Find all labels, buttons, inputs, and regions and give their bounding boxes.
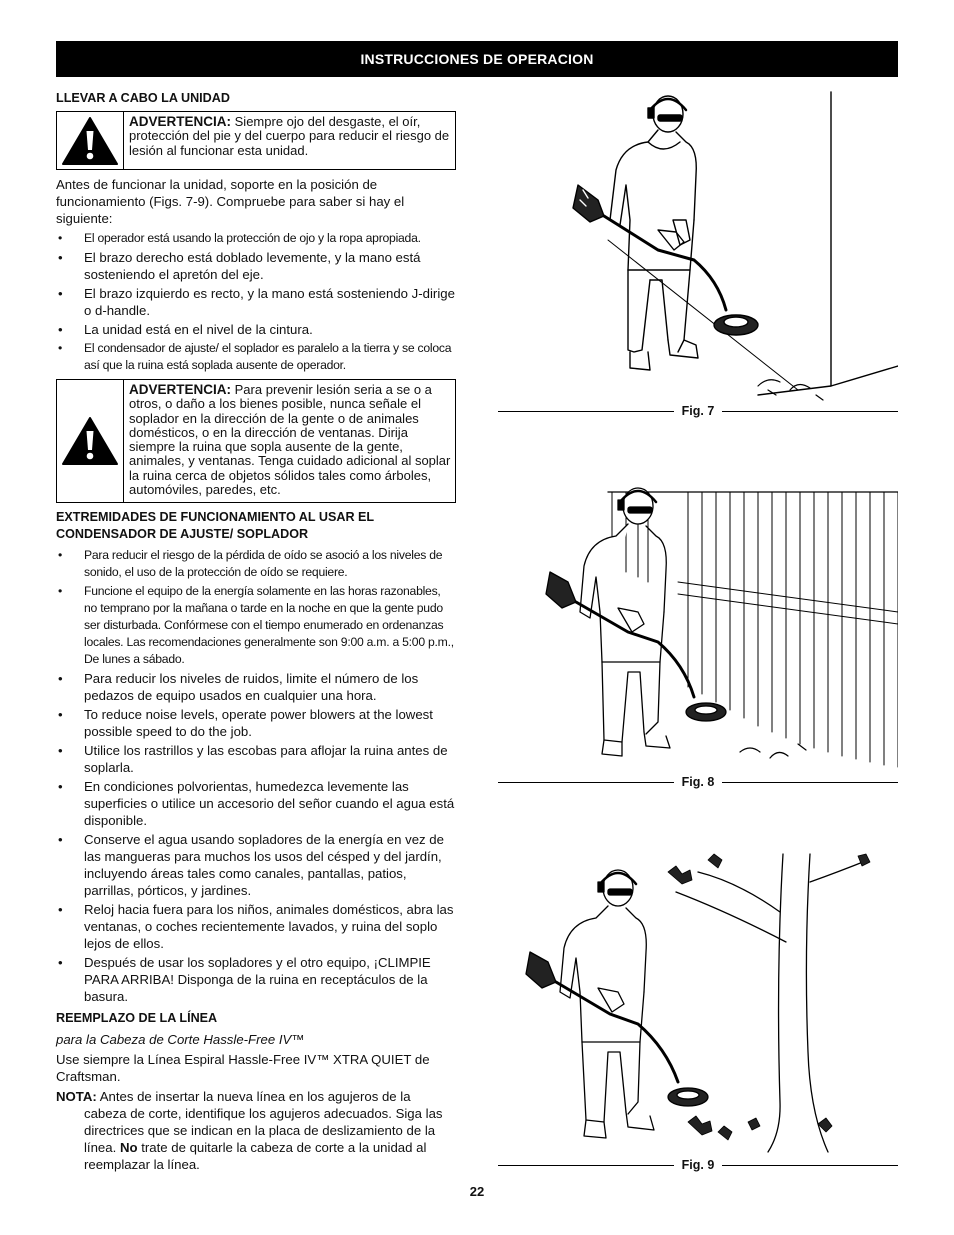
bullet-list-1	[56, 230, 456, 374]
list-item: • Conserve el agua usando sopladores de la energía en vez de las mangueras para muchos los usos del césped y del jardín, incluyendo áreas tales como canales, pantallas, patios, parrillas, pórticos, y jardines.	[56, 831, 456, 899]
warning-text-1	[124, 112, 455, 169]
heading-reemplazo: REEMPLAZO DE LA LÍNEA	[56, 1011, 218, 1025]
warning-body-2: Para prevenir lesión seria a se o a otros, o daño a los bienes posible, nunca señale el soplador en la dirección de la gente o de animales domésticos, o en la dirección de ventanas. Dirija siempre la ruina que sopla ausente de la gente, animales, y ventanas. Tenga cuidado adicional al soplar la ruina cerca de objetos sólidos tales como árboles, automóviles, paredes, etc.	[129, 382, 451, 498]
heading-llevar: LLEVAR A CABO LA UNIDAD	[56, 91, 230, 105]
figure-9-caption: Fig. 9	[681, 1158, 715, 1172]
figure-7-illustration	[498, 90, 898, 405]
figure-8-illustration	[498, 482, 898, 772]
reemplazo-text: Use siempre la Línea Espiral Hassle-Free IV™ XTRA QUIET de Craftsman.	[56, 1052, 430, 1084]
caption-rule-left	[498, 1165, 674, 1166]
caption-rule-right	[722, 1165, 898, 1166]
list-item: • Utilice los rastrillos y las escobas para aflojar la ruina antes de soplarla.	[56, 742, 456, 776]
warning-text-2	[124, 380, 455, 502]
caption-rule-right	[722, 782, 898, 783]
nota-paragraph	[56, 1088, 456, 1173]
figure-8-caption-row	[498, 775, 898, 789]
left-column	[56, 90, 456, 1176]
list-item: • Funcione el equipo de la energía solamente en las horas razonables, no temprano por la mañana o tarde en la noche en que la gente pudo ser disturbada. Confórmese con el tiempo enumerado en ordenanzas locales. Las recomendaciones generalmente son 9:00 a.m. a 5:00 p.m., De lunes a sábado.	[56, 583, 456, 668]
warning-triangle-icon	[61, 416, 119, 466]
list-item: • Para reducir el riesgo de la pérdida de oído se asoció a los niveles de sonido, el uso de la protección de oído se requiere.	[56, 547, 456, 581]
list-item: • El brazo derecho está doblado levemente, y la mano está sosteniendo el apretón del eje.	[56, 249, 456, 283]
section-title-bar	[56, 41, 898, 77]
bullet-list-2	[56, 547, 456, 1005]
figure-7-caption-row	[498, 404, 898, 418]
intro-paragraph: Antes de funcionar la unidad, soporte en la posición de funcionamiento (Figs. 7-9). Compruebe para saber si hay el siguiente:	[56, 177, 405, 226]
list-item: • Reloj hacia fuera para los niños, animales domésticos, abra las ventanas, o coches recientemente lavados, y ruina del soplo lejos de ellos.	[56, 901, 456, 952]
caption-rule-right	[722, 411, 898, 412]
nota-text-pre: Antes de insertar la nueva línea en los agujeros de la cabeza de corte, identifique los agujeros adecuados. Siga las directrices que se indican en la placa de deslizamiento de la línea.	[84, 1089, 443, 1155]
nota-label: NOTA:	[56, 1089, 97, 1104]
caption-rule-left	[498, 411, 674, 412]
nota-text-bold: No	[119, 1140, 138, 1155]
nota-text-post: trate de quitarle la cabeza de corte a la unidad al reemplazar la línea.	[84, 1140, 427, 1172]
list-item: • Después de usar los sopladores y el otro equipo, ¡CLIMPIE PARA ARRIBA! Disponga de la ruina en receptáculos de la basura.	[56, 954, 456, 1005]
figure-8-caption: Fig. 8	[681, 775, 715, 789]
figure-9-caption-row	[498, 1158, 898, 1172]
warning-body-1: Siempre ojo del desgaste, el oír, protección del pie y del cuerpo para reducir el riesgo de lesión al funcionar esta unidad.	[129, 114, 450, 158]
warning-icon-cell	[57, 380, 124, 502]
reemplazo-subtitle: para la Cabeza de Corte Hassle-Free IV™	[56, 1032, 305, 1047]
list-item: • El condensador de ajuste/ el soplador es paralelo a la tierra y se coloca así que la ruina está soplada ausente de operador.	[56, 340, 456, 374]
page-number: 22	[469, 1184, 485, 1199]
list-item: • La unidad está en el nivel de la cintura.	[56, 321, 456, 338]
figure-7-caption: Fig. 7	[681, 404, 715, 418]
warning-triangle-icon	[61, 116, 119, 166]
warning-box-1	[56, 111, 456, 170]
section-title: INSTRUCCIONES DE OPERACION	[360, 51, 594, 67]
warning-title-2: ADVERTENCIA:	[129, 382, 232, 397]
list-item: • En condiciones polvorientas, humedezca levemente las superficies o utilice un accesorio del señor cuando el agua está disponible.	[56, 778, 456, 829]
list-item: • El operador está usando la protección de ojo y la ropa apropiada.	[56, 230, 456, 247]
figure-9-illustration	[498, 852, 898, 1157]
heading-extremidades: EXTREMIDADES DE FUNCIONAMIENTO AL USAR EL CONDENSADOR DE AJUSTE/ SOPLADOR	[56, 510, 374, 541]
list-item: • El brazo izquierdo es recto, y la mano está sosteniendo J-dirige o d-handle.	[56, 285, 456, 319]
warning-box-2	[56, 379, 456, 503]
warning-title-1: ADVERTENCIA:	[129, 114, 232, 129]
warning-icon-cell	[57, 112, 124, 169]
list-item: • Para reducir los niveles de ruidos, limite el número de los pedazos de equipo usados en cualquier una hora.	[56, 670, 456, 704]
caption-rule-left	[498, 782, 674, 783]
list-item: • To reduce noise levels, operate power blowers at the lowest possible speed to do the job.	[56, 706, 456, 740]
